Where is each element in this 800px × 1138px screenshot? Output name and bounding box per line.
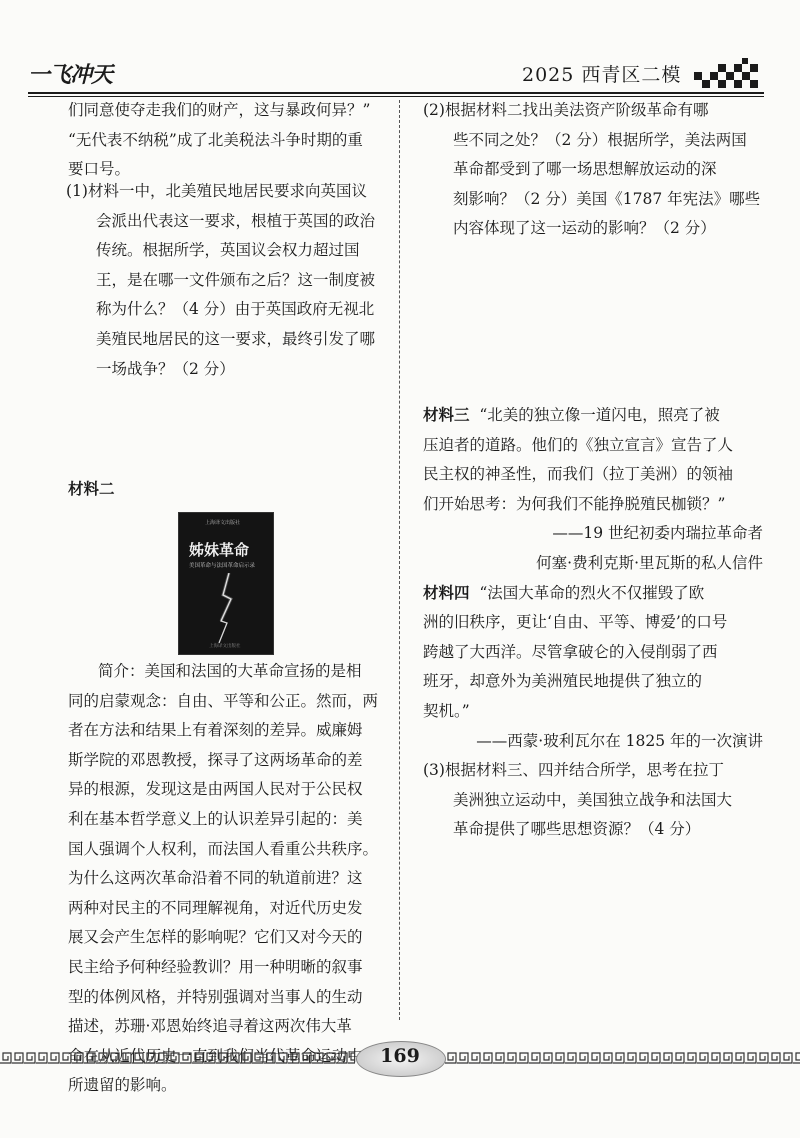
greek-key-border-icon bbox=[0, 1052, 355, 1064]
text-line: 斯学院的邓恩教授，探寻了这两场革命的差 bbox=[68, 750, 363, 769]
text-line: 班牙，却意外为美洲殖民地提供了独立的 bbox=[423, 672, 703, 691]
materials-3-4 bbox=[423, 401, 763, 845]
greek-key-border-icon bbox=[445, 1052, 800, 1064]
text-line: 美殖民地居民的这一要求，最终引发了哪 bbox=[96, 329, 376, 348]
text-line: 要口号。 bbox=[68, 160, 131, 179]
text-line: 美洲独立运动中，美国独立战争和法国大 bbox=[453, 790, 733, 809]
book-cover-image bbox=[178, 512, 274, 655]
text-line: 传统。根据所学，英国议会权力超过国 bbox=[96, 241, 360, 260]
text-line: 会派出代表这一要求，根植于英国的政治 bbox=[96, 211, 376, 230]
checker-pattern-icon bbox=[694, 58, 762, 96]
text-line: 些不同之处？（2 分）根据所学，美法两国 bbox=[453, 130, 747, 149]
text-line: 民主给予何种经验教训？用一种明晰的叙事 bbox=[68, 957, 363, 976]
text-line: 压迫者的道路。他们的《独立宣言》宣告了人 bbox=[423, 435, 734, 454]
source-line: ——19 世纪初委内瑞拉革命者 bbox=[552, 524, 763, 543]
material2-label: 材料二 bbox=[68, 480, 115, 498]
book-publisher: 上海译文出版社 bbox=[205, 520, 241, 526]
page-number: 169 bbox=[380, 1045, 420, 1067]
text-line: (2)根据材料二找出美法资产阶级革命有哪 bbox=[423, 101, 709, 119]
text-line: (1)材料一中，北美殖民地居民要求向英国议 bbox=[66, 182, 367, 200]
column-divider bbox=[399, 100, 400, 1020]
question-1 bbox=[66, 177, 396, 384]
text-line: 王，是在哪一文件颁布之后？这一制度被 bbox=[96, 270, 376, 289]
text-line: 称为什么？（4 分）由于英国政府无视北 bbox=[96, 300, 375, 319]
book-introduction bbox=[68, 657, 390, 1101]
text-line: 刻影响？（2 分）美国《1787 年宪法》哪些 bbox=[453, 189, 761, 208]
header-rule bbox=[28, 92, 764, 94]
text-line: 民主权的神圣性，而我们（拉丁美洲）的领袖 bbox=[423, 465, 734, 484]
text-line: 描述，苏珊·邓恩始终追寻着这两次伟大革 bbox=[68, 1017, 352, 1036]
material1-continuation bbox=[68, 96, 388, 185]
text-line: “法国大革命的烈火不仅摧毁了欧 bbox=[479, 583, 705, 602]
text-line: 国人强调个人权利，而法国人看重公共秩序。 bbox=[68, 839, 379, 858]
source-line: 何塞·费利克斯·里瓦斯的私人信件 bbox=[536, 553, 763, 572]
material4-first-line bbox=[423, 579, 763, 609]
book-title: 姊妹革命 bbox=[189, 541, 250, 559]
text-line: 者在方法和结果上有着深刻的差异。威廉姆 bbox=[68, 721, 363, 740]
text-line: 契机。” bbox=[423, 701, 470, 720]
text-line: 一场战争？（2 分） bbox=[96, 359, 235, 378]
lightning-icon bbox=[207, 573, 247, 643]
text-line: 所遗留的影响。 bbox=[68, 1076, 177, 1095]
text-line: 同的启蒙观念：自由、平等和公正。然而，两 bbox=[68, 691, 379, 710]
material3-first-line bbox=[423, 401, 763, 431]
exam-title: 2025 西青区二模 bbox=[522, 64, 682, 86]
text-line: 革命提供了哪些思想资源？（4 分） bbox=[453, 820, 701, 839]
text-line: 简介：美国和法国的大革命宣扬的是相 bbox=[98, 662, 362, 680]
source-line: ——西蒙·玻利瓦尔在 1825 年的一次演讲 bbox=[476, 731, 763, 750]
material3-label: 材料三 bbox=[423, 406, 470, 424]
text-line: 异的根源，发现这是由两国人民对于公民权 bbox=[68, 780, 363, 799]
book-subtitle: 美国革命与法国革命启示录 bbox=[189, 563, 256, 569]
text-line: 们同意使夺走我们的财产，这与暴政何异？” bbox=[68, 101, 371, 119]
text-line: “北美的独立像一道闪电，照亮了被 bbox=[479, 406, 720, 424]
book-publisher-bottom: 上海译文出版社 bbox=[209, 644, 241, 649]
text-line: “无代表不纳税”成了北美税法斗争时期的重 bbox=[68, 130, 363, 149]
brand-logo: 一飞冲天 bbox=[28, 63, 113, 88]
text-line: 两种对民主的不同理解视角，对近代历史发 bbox=[68, 898, 363, 917]
text-line: 展又会产生怎样的影响呢？它们又对今天的 bbox=[68, 928, 363, 947]
text-line: 们开始思考：为何我们不能挣脱殖民枷锁？” bbox=[423, 494, 726, 513]
material4-label: 材料四 bbox=[423, 583, 470, 602]
text-line: 洲的旧秩序，更让‘自由、平等、博爱’的口号 bbox=[423, 613, 728, 632]
text-line: 革命都受到了哪一场思想解放运动的深 bbox=[453, 160, 717, 179]
question-2 bbox=[423, 96, 761, 244]
text-line: 内容体现了这一运动的影响？（2 分） bbox=[453, 219, 716, 238]
text-line: (3)根据材料三、四并结合所学，思考在拉丁 bbox=[423, 761, 724, 780]
text-line: 跨越了大西洋。尽管拿破仑的入侵削弱了西 bbox=[423, 642, 718, 661]
text-line: 利在基本哲学意义上的认识差异引起的：美 bbox=[68, 809, 363, 828]
text-line: 型的体例风格，并特别强调对当事人的生动 bbox=[68, 987, 363, 1006]
text-line: 为什么这两次革命沿着不同的轨道前进？这 bbox=[68, 869, 363, 888]
